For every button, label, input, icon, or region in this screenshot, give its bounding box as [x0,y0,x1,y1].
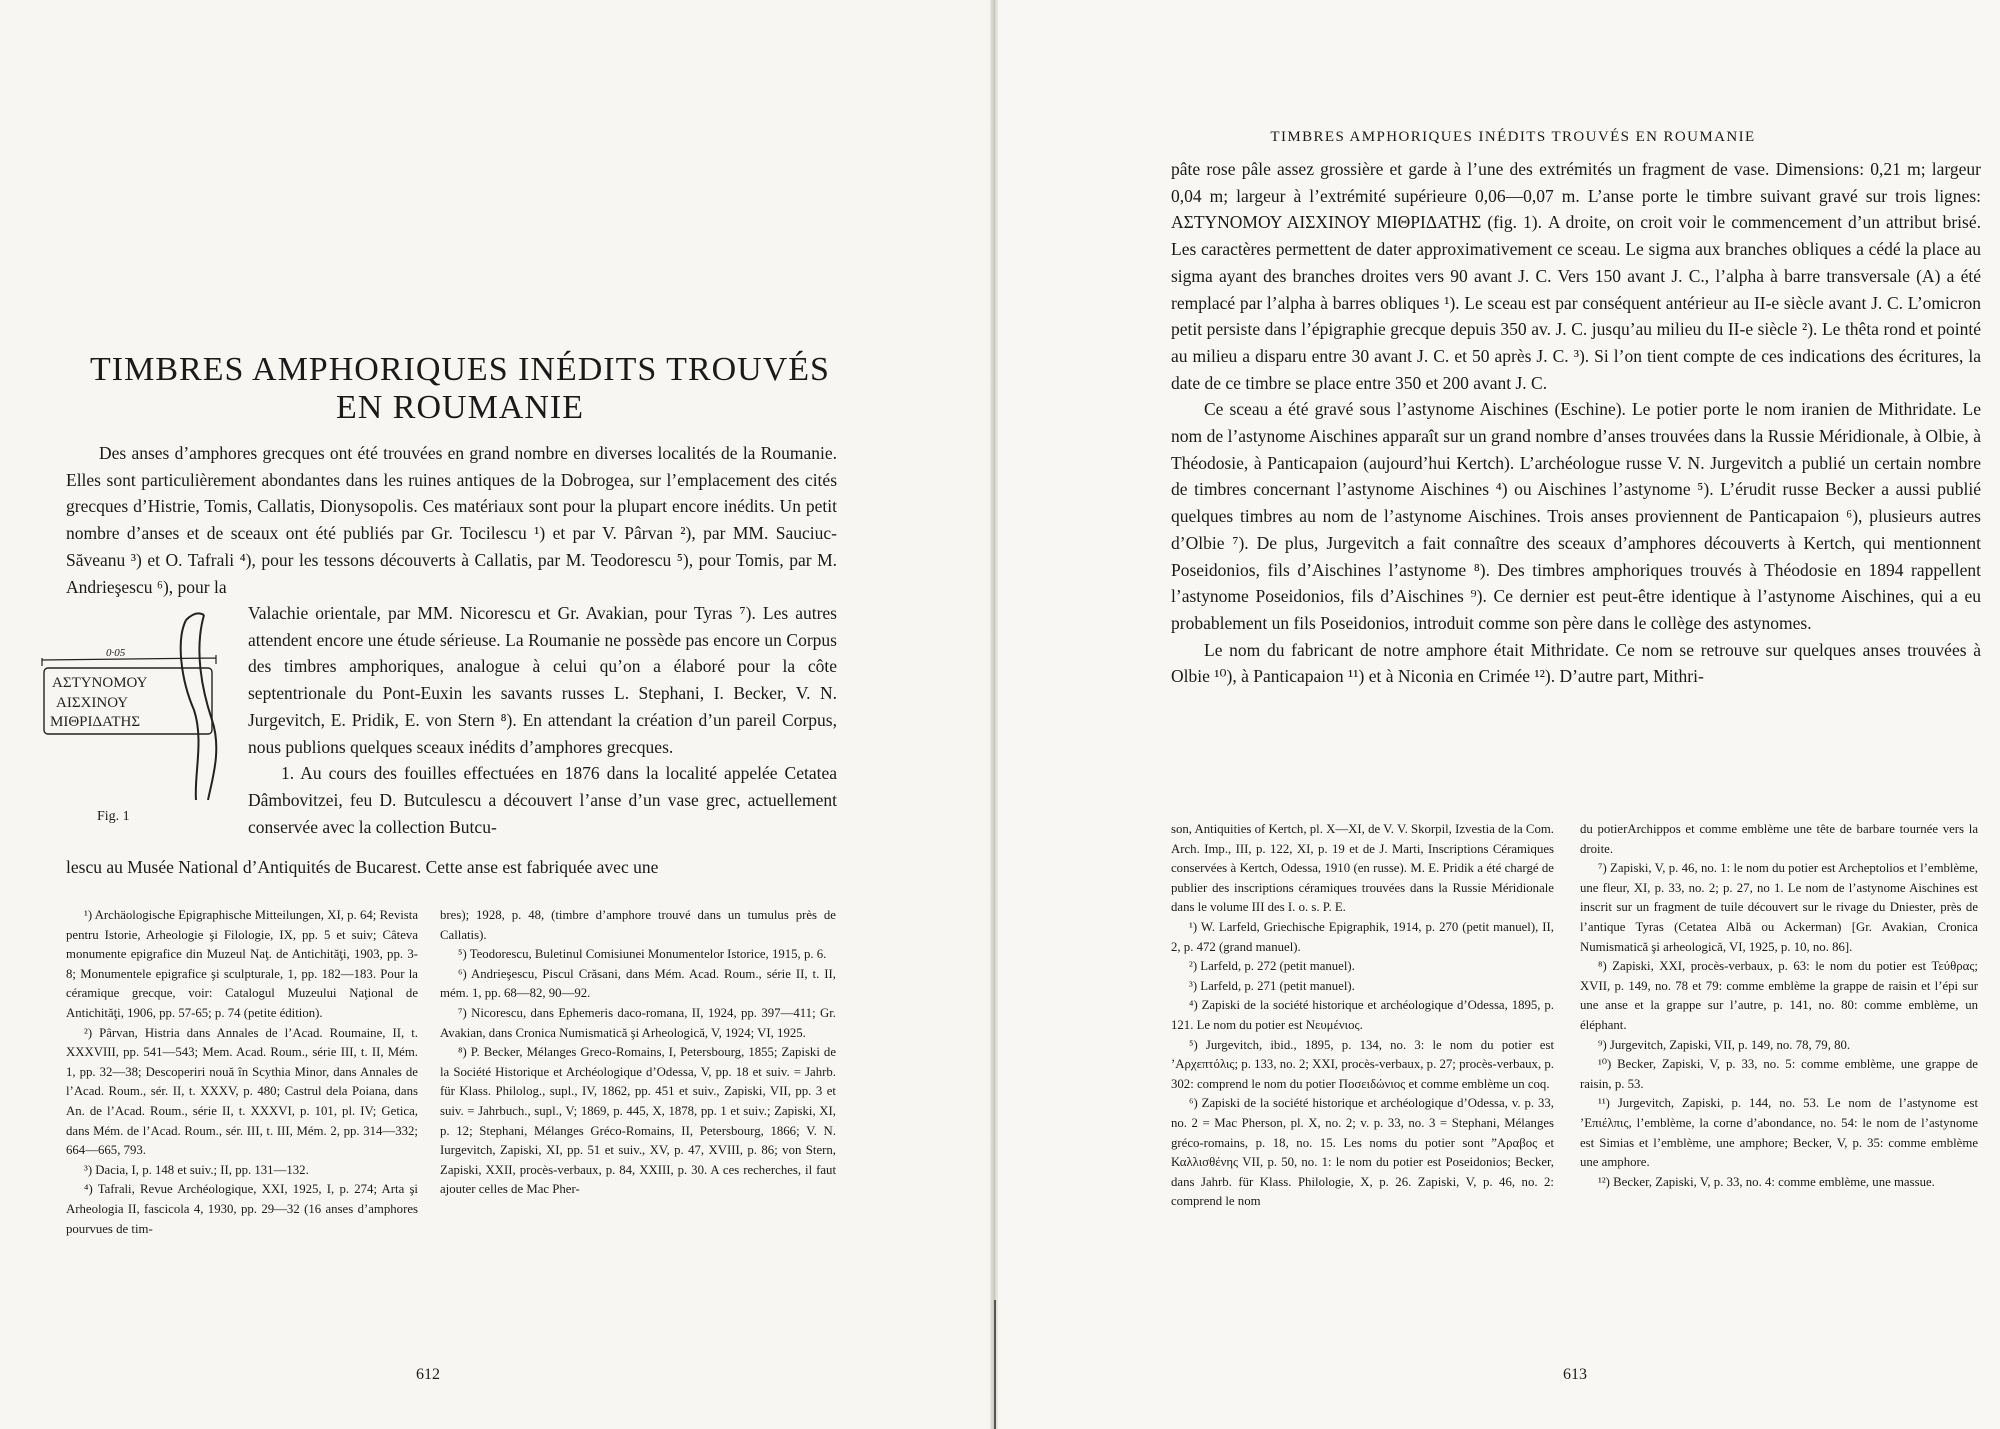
figure-inscription-line1: ΑΣΤΥΝΟΜΟΥ [52,675,148,691]
footnote-r3: ³) Larfeld, p. 271 (petit manuel). [1189,978,1355,993]
right-footnotes-col1 [1171,820,1554,1212]
left-body-bottom [66,854,837,881]
footnote-7: ⁷) Nicorescu, dans Ephemeris daco-romana, II, 1924, pp. 397—411; Gr. Avakian, dans Cronica Numismatică şi Arheologică, V, 1924; VI, 1925. [440,1005,836,1040]
footnote-r12: ¹²) Becker, Zapiski, V, p. 33, no. 4: comme emblème, une massue. [1598,1174,1935,1189]
footnote-r9: ⁹) Jurgevitch, Zapiski, VII, p. 149, no. 78, 79, 80. [1598,1037,1851,1052]
figure-inscription-line3: ΜΙΘΡΙΔΑΤΗΣ [50,714,141,730]
footnote-r7: ⁷) Zapiski, V, p. 46, no. 1: le nom du potier est Archeptolios et l’emblème, une fleur, XI, p. 33, no. 2; p. 27, no 1. Le nom de l’astynome Aischines est inscrit sur un fragment de tuile découvert sur le rivage du Dniester, près de l’antique Tyras (Cetatea Albă ou Ackerman) [Gr. Avakian, Cronica Numismatică şi arheologică, VI, 1925, p. 10, no. 86]. [1580,861,1978,954]
right-body [1171,156,1981,690]
figure-inscription-line2: ΑΙΣΧΙΝΟΥ [56,695,129,711]
footnote-r6: ⁶) Zapiski de la société historique et archéologique d’Odessa, v. p. 33, no. 2 = Mac Pherson, pl. X, no. 2; v. p. 33, no. 3 = Stephani, Mélanges gréco-romains, p. 18, no. 15. Les noms du potier sont ”Αραβος et Καλλισθένης VII, p. 50, no. 1: le nom du potier est Poseidonios; Becker, dans Jahrb. für Klass. Philologie, X, p. 26. Zapiski, V, p. 46, no. 2: comprend le nom [1171,1096,1554,1209]
section-1-paragraph: 1. Au cours des fouilles effectuées en 1876 dans la localité appelée Cetatea Dâmbovitzei, feu D. Butculescu a découvert l’anse d’un vase grec, actuellement conservée avec la collection Butcu- [248,763,837,837]
left-page-number: 612 [416,1366,440,1383]
footnote-4-continued: bres); 1928, p. 48, (timbre d’amphore trouvé dans un tumulus près de Callatis). [440,908,836,942]
left-body-beside-figure [248,600,837,840]
footnote-r4: ⁴) Zapiski de la société historique et archéologique d’Odessa, 1895, p. 121. Le nom du potier est Νευμένιος. [1171,998,1554,1032]
footnote-3: ³) Dacia, I, p. 148 et suiv.; II, pp. 131—132. [84,1162,309,1177]
figure-caption: Fig. 1 [97,809,130,824]
footnote-2: ²) Pârvan, Histria dans Annales de l’Acad. Roumaine, II, t. XXXVIII, pp. 541—543; Mem. Acad. Roum., série III, t. II, Mém. 1, pp. 32—38; Descoperiri nouă în Scythia Minor, dans Annales de l’Acad. Roum., sér. II, t. XXXV, p. 480; Castrul dela Poiana, dans An. de l’Acad. Roum., série II, t. XXXVI, p. 101, pl. IV; Getica, dans Mém. de l’Acad. Roum., sér. III, t. III, Mém. 2, pp. 314—332; 664—665, 793. [66,1025,418,1158]
book-gutter [990,0,998,1429]
footnote-r5: ⁵) Jurgevitch, ibid., 1895, p. 134, no. 3: le nom du potier est ’Αρχεπτόλις; p. 133, no. 2; XXI, procès-verbaux, p. 27; procès-verbaux, p. 302: comprend le nom du potier Ποσειδώνιος et comme emblème un coq. [1171,1037,1554,1091]
gutter-shadow [994,1300,996,1429]
footnote-r2: ²) Larfeld, p. 272 (petit manuel). [1189,959,1355,974]
article-title-line2: EN ROUMANIE [335,389,585,426]
figure-amphora-handle [36,600,226,800]
intro-paragraph: Des anses d’amphores grecques ont été trouvées en grand nombre en diverses localités de la Roumanie. Elles sont particulièrement abondantes dans les ruines antiques de la Dobrogea, sur l’emplacement des cités grecques d’Histrie, Tomis, Callatis, Dionysopolis. Ces matériaux sont pour la plupart encore inédits. Un petit nombre d’anses et de sceaux ont été publiés par Gr. Tocilescu ¹) et par V. Pârvan ²), par MM. Sauciuc-Săveanu ³) et O. Tafrali ⁴), pour les tessons découverts à Callatis, par M. Teodorescu ⁵), pour Tomis, par M. Andrieşescu ⁶), pour la [66,443,837,597]
footnote-6: ⁶) Andrieşescu, Piscul Crăsani, dans Mém. Acad. Roum., série II, t. II, mém. 1, pp. 68—82, 90—92. [440,966,836,1001]
right-page-number: 613 [1563,1366,1587,1383]
running-head: TIMBRES AMPHORIQUES INÉDITS TROUVÉS EN ROUMANIE [1270,129,1756,145]
footnote-5: ⁵) Teodorescu, Buletinul Comisiunei Monumentelor Istorice, 1915, p. 6. [458,947,827,962]
footnote-8: ⁸) P. Becker, Mélanges Greco-Romains, I, Petersbourg, 1855; Zapiski de la Société Historique et Archéologique d’Odessa, V, pp. 18 et suiv. = Jahrb. für Klass. Philolog., supl., IV, 1862, pp. 451 et suiv., Zapiski, VII, pp. 3 et suiv. = Jahrbuch., supl., V; 1869, p. 445, X, 1878, pp. 1 et suiv.; Zapiski, XI, p. 12; Stephani, Mélanges Gréco-Romains, II, Petersbourg, 1866; V. N. Iurgevitch, Zapiski, XI, pp. 51 et suiv., XV, p. 47, XVIII, p. 86; von Stern, Zapiski, XXII, procès-verbaux, p. 84, XXIII, p. 30. A ces recherches, il faut ajouter celles de Mac Pher- [440,1045,836,1197]
footnote-r11: ¹¹) Jurgevitch, Zapiski, p. 144, no. 53. Le nom de l’astynome est ’Επιέλπις, l’emblème, la corne d’abondance, no. 54: le nom de l’astynome est Simias et l’emblème, une amphore; Becker, V, p. 35: comme emblème une amphore. [1580,1096,1978,1170]
footnote-4: ⁴) Tafrali, Revue Archéologique, XXI, 1925, I, p. 274; Arta şi Arheologia II, fascicola 4, 1930, pp. 29—32 (16 anses d’amphores pourvues de tim- [66,1182,418,1236]
figure-scale-label: 0·05 [106,647,126,659]
footnote-r6-continued: du potierArchippos et comme emblème une tête de barbare tournée vers la droite. [1580,822,1978,856]
footnote-r10: ¹⁰) Becker, Zapiski, V, p. 33, no. 5: comme emblème, une grappe de raisin, p. 53. [1580,1057,1978,1091]
beside-figure-paragraph: Valachie orientale, par MM. Nicorescu et Gr. Avakian, pour Tyras ⁷). Les autres attendent encore une étude sérieuse. La Roumanie ne possède pas encore un Corpus des timbres amphoriques, analogue à celui qu’on a élaboré pour la côte septentrionale du Pont-Euxin les savants russes L. Stephani, I. Becker, V. N. Jurgevitch, E. Pridik, E. von Stern ⁸). En attendant la création d’un pareil Corpus, nous publions quelques sceaux inédits d’amphores grecques. [248,603,837,757]
article-title-line1: TIMBRES AMPHORIQUES INÉDITS TROUVÉS [90,351,830,388]
left-footnotes-col1 [66,906,418,1239]
left-body-top [66,440,837,600]
footnote-8-continued: son, Antiquities of Kertch, pl. X—XI, de V. V. Skorpil, Izvestia de la Com. Arch. Imp., III, p. 122, XI, p. 19 et de J. Marti, Inscriptions Céramiques conservées à Kertch, Odessa, 1910 (en russe). M. E. Pridik a été chargé de publier des inscriptions céramiques trouvées dans la Russie Méridionale dans le volume III des I. o. s. P. E. [1171,822,1554,915]
footnote-1: ¹) Archäologische Epigraphische Mitteilungen, XI, p. 64; Revista pentru Istorie, Arheologie şi Filologie, IX, pp. 5 et suiv; Câteva monumente epigrafice din Muzeul Naţ. de Antichităţi, 1903, pp. 3-8; Monumentele epigrafice şi sculpturale, 1, pp. 182—183. Pour la céramique grecque, voir: Catalogul Muzeului Naţional de Antichităţi, 1906, pp. 57-65; p. 74 (petite édition). [66,908,418,1020]
right-footnotes-col2 [1580,820,1978,1192]
footnote-r1: ¹) W. Larfeld, Griechische Epigraphik, 1914, p. 270 (petit manuel), II, 2, p. 472 (grand manuel). [1171,919,1554,954]
left-body-last-line: lescu au Musée National d’Antiquités de Bucarest. Cette anse est fabriquée avec une [66,857,659,877]
footnote-r8: ⁸) Zapiski, XXI, procès-verbaux, p. 63: le nom du potier est Τεύθρας; XVII, p. 149, no. 78 et 79: comme emblème la grappe de raisin et l’épi sur une anse et la grappe sur l’autre, p. 141, no. 80: comme emblème, un éléphant. [1580,959,1978,1032]
right-paragraph-2: Ce sceau a été gravé sous l’astynome Aischines (Eschine). Le potier porte le nom iranien de Mithridate. Le nom de l’astynome Aischines apparaît sur un grand nombre d’anses trouvées dans la Russie Méridionale, à Olbie, à Théodosie, à Panticapaion (aujourd’hui Kertch). L’archéologue russe V. N. Jurgevitch a publié un certain nombre de timbres concernant l’astynome Aischines ⁴) ou Aischines l’astynome ⁵). L’érudit russe Becker a aussi publié quelques timbres au nom de l’astynome Aischines. Trois anses proviennent de Panticapaion ⁶), plusieurs autres d’Olbie ⁷). De plus, Jurgevitch a fait connaître des sceaux d’amphores découverts à Kertch, qui mentionnent Poseidonios, fils d’Aischines l’astynome ⁸). Des timbres amphoriques trouvés à Théodosie en 1894 rappellent l’astynome Poseidonios, fils d’Aischines ⁹). Ce dernier est peut-être identique à l’astynome Aischines, qui a eu probablement un fils Poseidonios, introduit comme son père dans le collège des astynomes. [1171,399,1981,633]
right-paragraph-1: pâte rose pâle assez grossière et garde à l’une des extrémités un fragment de vase. Dimensions: 0,21 m; largeur 0,04 m; largeur à l’extrémité supérieure 0,06—0,07 m. L’anse porte le timbre suivant gravé sur trois lignes: ΑΣΤΥΝΟΜΟΥ ΑΙΣΧΙΝΟΥ ΜΙΘΡΙΔΑΤΗΣ (fig. 1). A droite, on croit voir le commencement d’un attribut brisé. Les caractères permettent de dater approximativement ce sceau. Le sigma aux branches obliques a cédé la place au sigma ayant des branches droites vers 90 avant J. C. Vers 150 avant J. C., l’alpha à barre transversale (A) a été remplacé par l’alpha à barres obliques ¹). Le sceau est par conséquent antérieur au II-e siècle avant J. C. L’omicron petit persiste dans l’épigraphie grecque depuis 350 av. J. C. jusqu’au milieu du II-e siècle ²). Le thêta rond et pointé au milieu a disparu entre 30 avant J. C. et 50 après J. C. ³). Si l’on tient compte de ces indications des écritures, la date de ce timbre se place entre 350 et 200 avant J. C. [1171,159,1981,393]
right-paragraph-3: Le nom du fabricant de notre amphore était Mithridate. Ce nom se retrouve sur quelques anses trouvées à Olbie ¹⁰), à Panticapaion ¹¹) et à Niconia en Crimée ¹²). D’autre part, Mithri- [1171,639,1981,687]
left-footnotes-col2 [440,906,836,1200]
